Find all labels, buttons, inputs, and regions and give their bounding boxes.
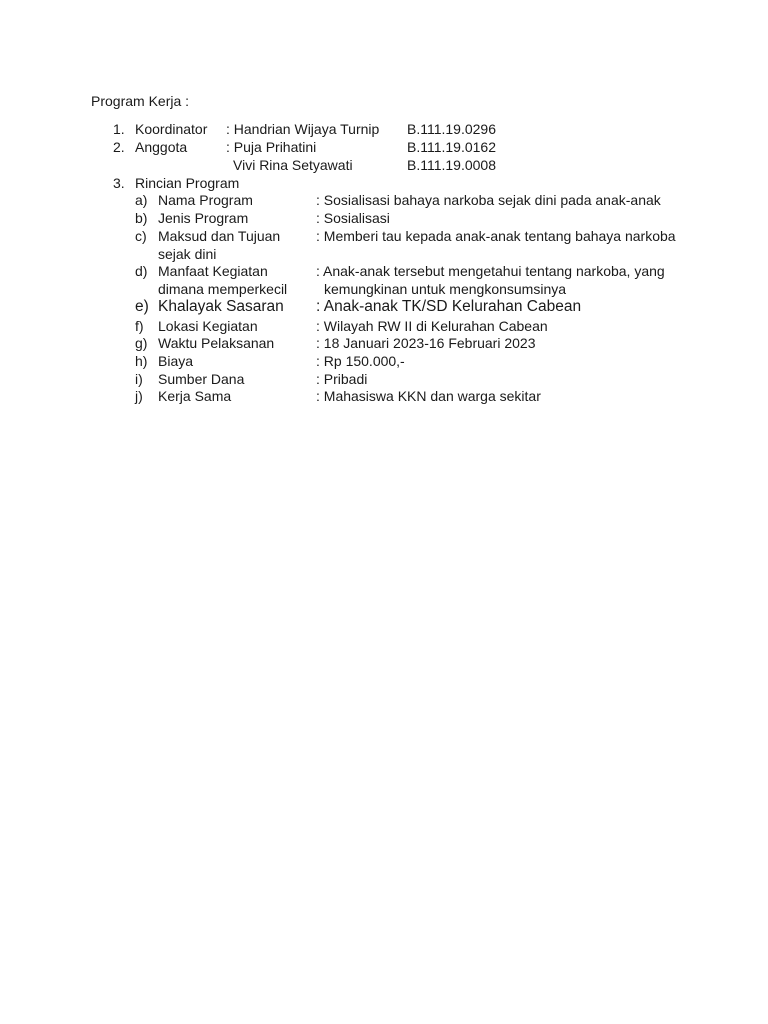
detail-label-continued: sejak dini: [158, 246, 217, 262]
item-number: 2.: [113, 139, 125, 155]
detail-letter: e): [135, 298, 149, 315]
detail-letter: g): [135, 335, 148, 351]
detail-value: : Pribadi: [316, 371, 368, 387]
detail-value: : Anak-anak tersebut mengetahui tentang narkoba, yang: [316, 263, 665, 279]
detail-value: : Anak-anak TK/SD Kelurahan Cabean: [316, 298, 582, 315]
detail-label: Khalayak Sasaran: [158, 298, 284, 315]
page-heading: Program Kerja :: [91, 93, 190, 109]
item-number: 3.: [113, 175, 125, 191]
detail-letter: a): [135, 192, 148, 208]
detail-value: : Sosialisasi bahaya narkoba sejak dini pada anak-anak: [316, 192, 661, 208]
detail-value: : 18 Januari 2023-16 Februari 2023: [316, 335, 536, 351]
item-code: B.111.19.0296: [407, 121, 497, 137]
detail-letter: h): [135, 353, 148, 369]
detail-letter: b): [135, 210, 148, 226]
detail-letter: f): [135, 318, 144, 334]
detail-label: Kerja Sama: [158, 388, 232, 404]
detail-label: Manfaat Kegiatan: [158, 263, 268, 279]
detail-label: Jenis Program: [158, 210, 249, 226]
item-value: : Puja Prihatini: [226, 139, 317, 155]
item-value: Vivi Rina Setyawati: [233, 157, 353, 173]
detail-value: : Wilayah RW II di Kelurahan Cabean: [316, 318, 548, 334]
detail-value: : Memberi tau kepada anak-anak tentang bahaya narkoba: [316, 228, 676, 244]
detail-value: : Mahasiswa KKN dan warga sekitar: [316, 388, 541, 404]
detail-letter: i): [135, 371, 143, 387]
detail-label: Lokasi Kegiatan: [158, 318, 258, 334]
item-code: B.111.19.0162: [407, 139, 497, 155]
detail-label: Biaya: [158, 353, 194, 369]
detail-letter: j): [135, 388, 143, 404]
detail-value-continued: kemungkinan untuk mengkonsumsinya: [324, 281, 567, 297]
detail-label: Waktu Pelaksanan: [158, 335, 275, 351]
detail-label: Sumber Dana: [158, 371, 245, 387]
detail-letter: d): [135, 263, 148, 279]
detail-label-continued: dimana memperkecil: [158, 281, 288, 297]
item-label: Koordinator: [135, 121, 208, 137]
detail-letter: c): [135, 228, 147, 244]
item-label: Anggota: [135, 139, 188, 155]
item-code: B.111.19.0008: [407, 157, 497, 173]
detail-value: : Sosialisasi: [316, 210, 390, 226]
detail-value: : Rp 150.000,-: [316, 353, 405, 369]
item-number: 1.: [113, 121, 125, 137]
item-value: : Handrian Wijaya Turnip: [226, 121, 380, 137]
detail-label: Nama Program: [158, 192, 253, 208]
item-label: Rincian Program: [135, 175, 240, 191]
detail-label: Maksud dan Tujuan: [158, 228, 281, 244]
